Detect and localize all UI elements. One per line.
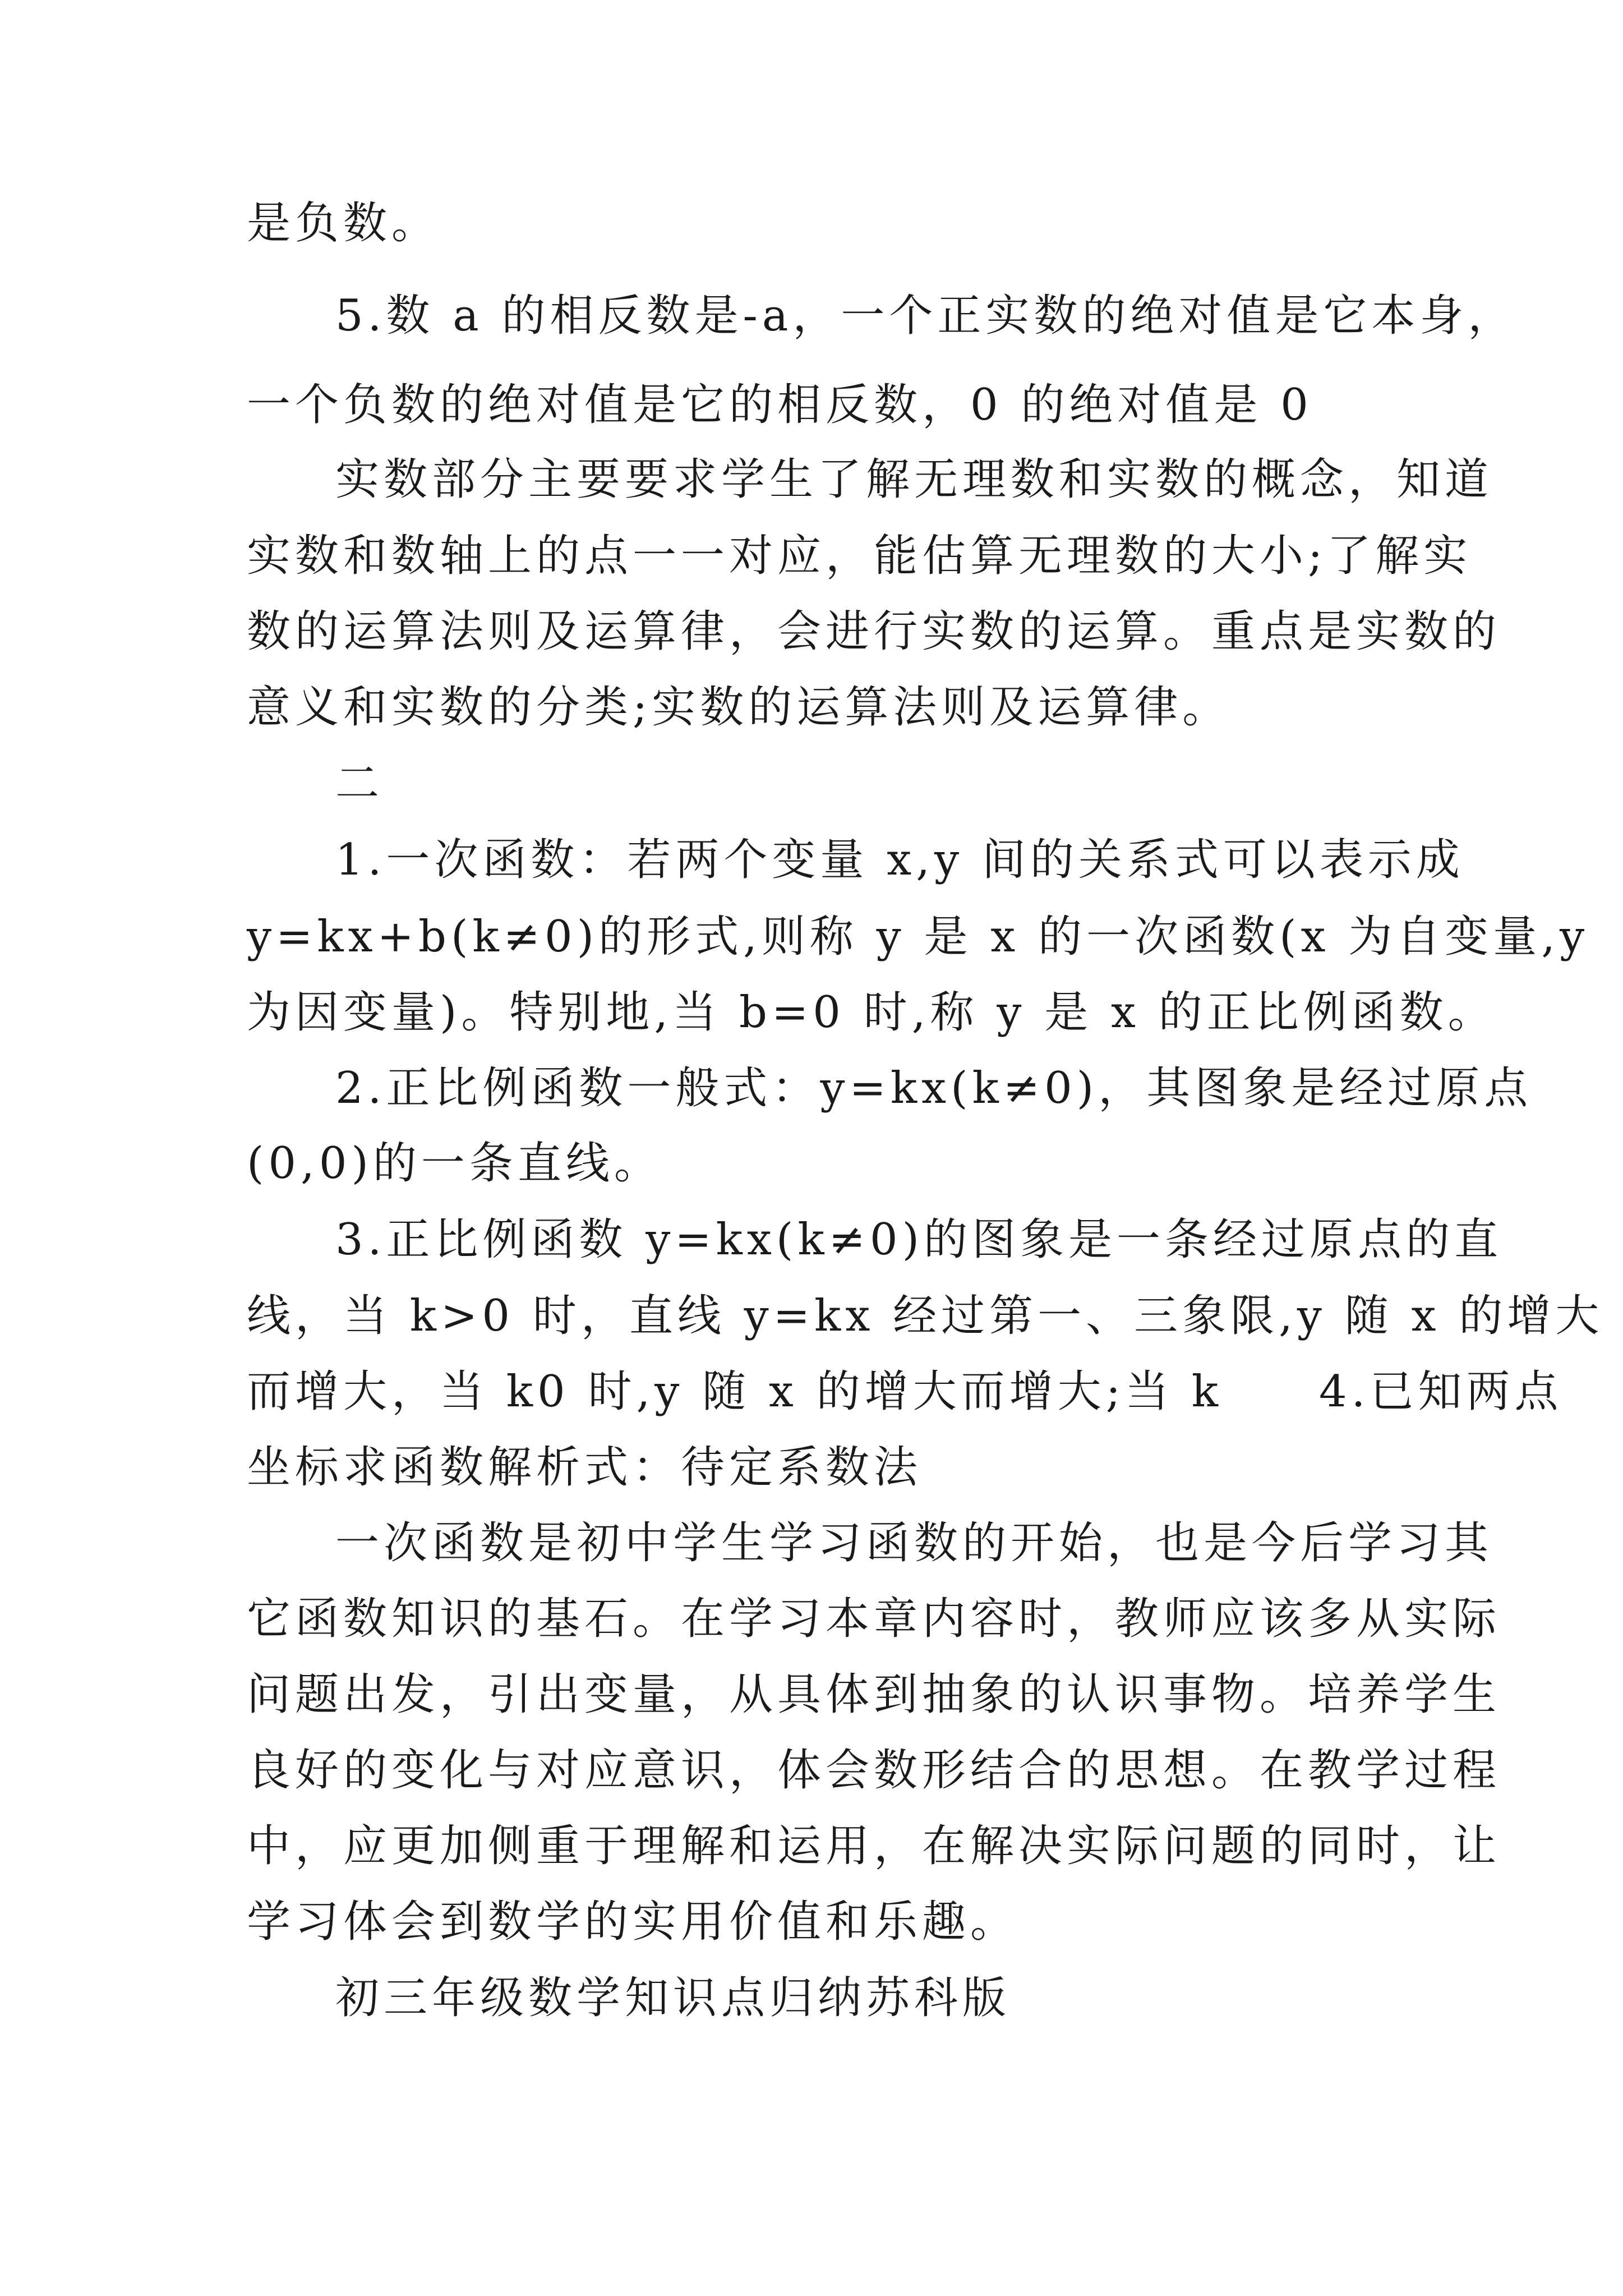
text-line: 良好的变化与对应意识，体会数形结合的思想。在教学过程 [247,1745,1501,1796]
heading-line: 初三年级数学知识点归纳苏科版 [335,1973,1011,2023]
text-line: 5.数 a 的相反数是-a，一个正实数的绝对值是它本身， [335,291,1516,341]
text-line: 意义和实数的分类;实数的运算法则及运算律。 [247,682,1231,733]
section-number: 二 [335,758,384,809]
text-line: 2.正比例函数一般式：y=kx(k≠0)，其图象是经过原点 [335,1063,1533,1114]
text-line: 问题出发，引出变量，从具体到抽象的认识事物。培养学生 [247,1669,1501,1720]
text-line: 1.一次函数：若两个变量 x,y 间的关系式可以表示成 [335,835,1464,885]
text-line: 实数和数轴上的点一一对应，能估算无理数的大小;了解实 [247,531,1472,581]
text-line: y=kx+b(k≠0)的形式,则称 y 是 x 的一次函数(x 为自变量,y [247,912,1589,962]
text-line: 它函数知识的基石。在学习本章内容时，教师应该多从实际 [247,1594,1501,1644]
text-line: 为因变量)。特别地,当 b=0 时,称 y 是 x 的正比例函数。 [247,987,1496,1038]
text-line: 线，当 k>0 时，直线 y=kx 经过第一、三象限,y 随 x 的增大 [247,1291,1604,1341]
text-line: 中，应更加侧重于理解和运用，在解决实际问题的同时，让 [247,1821,1501,1871]
text-line: 数的运算法则及运算律，会进行实数的运算。重点是实数的 [247,606,1501,657]
text-line: 是负数。 [247,198,440,249]
text-line: 而增大，当 k0 时,y 随 x 的增大而增大;当 k 4.已知两点 [247,1366,1563,1417]
text-line: (0,0)的一条直线。 [247,1138,662,1189]
text-line: 一个负数的绝对值是它的相反数，0 的绝对值是 0 [247,380,1313,430]
text-line: 学习体会到数学的实用价值和乐趣。 [247,1897,1019,1947]
text-line: 一次函数是初中学生学习函数的开始，也是今后学习其 [335,1518,1493,1568]
text-line: 坐标求函数解析式：待定系数法 [247,1442,923,1493]
text-line: 实数部分主要要求学生了解无理数和实数的概念，知道 [335,454,1493,505]
text-line: 3.正比例函数 y=kx(k≠0)的图象是一条经过原点的直 [335,1214,1502,1265]
